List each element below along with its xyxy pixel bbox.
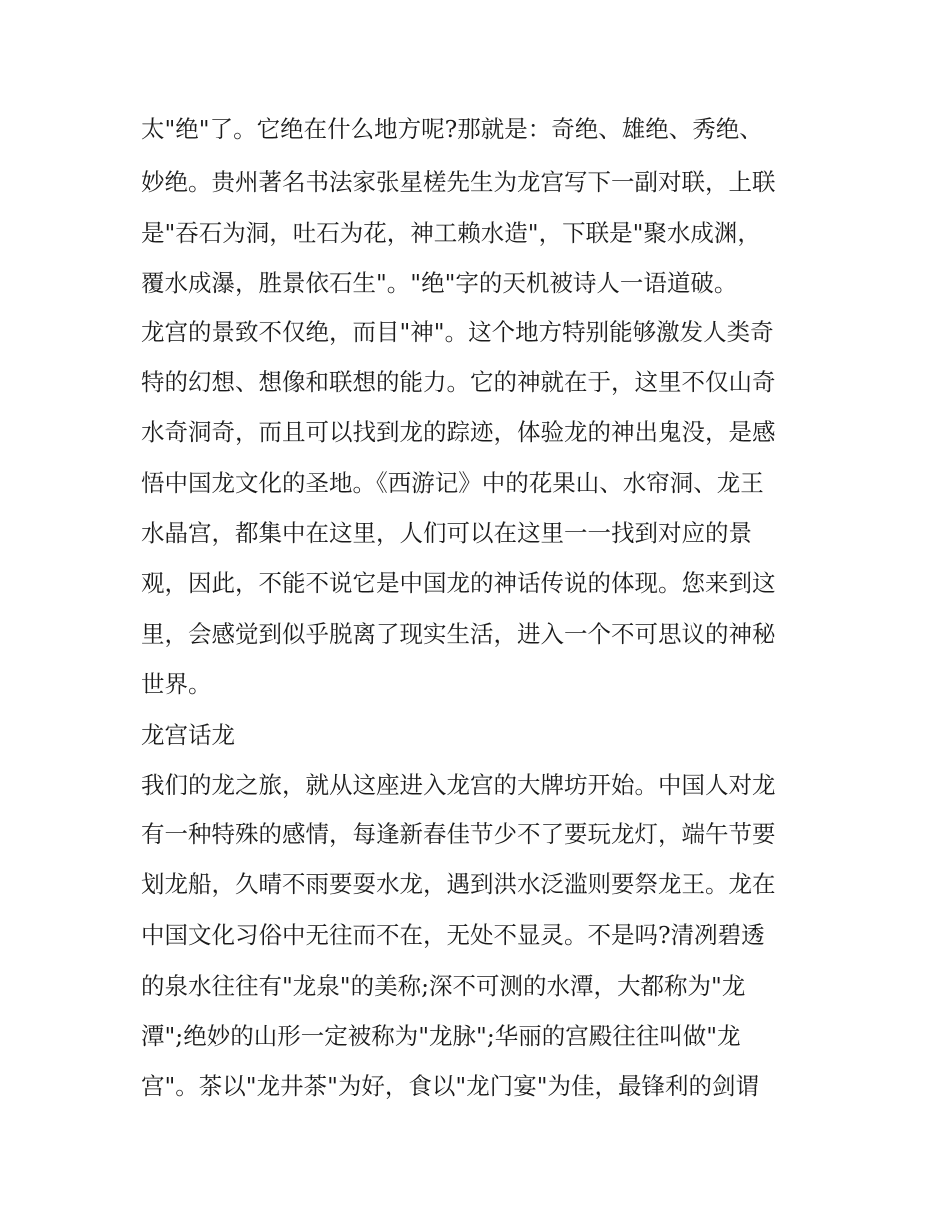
- text-line: 我们的龙之旅，就从这座进入龙宫的大牌坊开始。中国人对龙: [141, 771, 776, 799]
- text-line: 划龙船，久晴不雨要耍水龙，遇到洪水泛滥则要祭龙王。龙在: [141, 870, 776, 898]
- text-line: 覆水成瀑，胜景依石生"。"绝"字的天机被诗人一语道破。: [141, 269, 738, 297]
- text-line: 太"绝"了。它绝在什么地方呢?那就是：奇绝、雄绝、秀绝、: [141, 115, 763, 143]
- text-line: 妙绝。贵州著名书法家张星槎先生为龙宫写下一副对联，上联: [141, 168, 776, 196]
- text-line: 里，会感觉到似乎脱离了现实生活，进入一个不可思议的神秘: [141, 620, 776, 648]
- text-line: 水奇洞奇，而且可以找到龙的踪迹，体验龙的神出鬼没，是感: [141, 418, 776, 446]
- text-line: 是"吞石为洞，吐石为花，神工赖水造"，下联是"聚水成渊，: [141, 219, 761, 247]
- section-heading: 龙宫话龙: [141, 721, 235, 749]
- text-line: 中国文化习俗中无往而不在，无处不显灵。不是吗?清冽碧透: [141, 921, 765, 949]
- text-line: 水晶宫，都集中在这里，人们可以在这里一一找到对应的景: [141, 519, 752, 547]
- text-line: 世界。: [141, 670, 212, 698]
- text-line: 龙宫的景致不仅绝，而目"神"。这个地方特别能够激发人类奇: [141, 318, 774, 346]
- text-line: 的泉水往往有"龙泉"的美称;深不可测的水潭，大都称为"龙: [141, 972, 746, 1000]
- text-line: 宫"。茶以"龙井茶"为好，食以"龙门宴"为佳，最锋利的剑谓: [141, 1072, 760, 1100]
- text-line: 观，因此，不能不说它是中国龙的神话传说的体现。您来到这: [141, 569, 776, 597]
- text-line: 特的幻想、想像和联想的能力。它的神就在于，这里不仅山奇: [141, 368, 776, 396]
- text-line: 悟中国龙文化的圣地。《西游记》中的花果山、水帘洞、龙王: [141, 469, 764, 497]
- text-line: 潭";绝妙的山形一定被称为"龙脉";华丽的宫殿往往叫做"龙: [141, 1022, 741, 1050]
- text-line: 有一种特殊的感情，每逢新春佳节少不了要玩龙灯，端午节要: [141, 820, 776, 848]
